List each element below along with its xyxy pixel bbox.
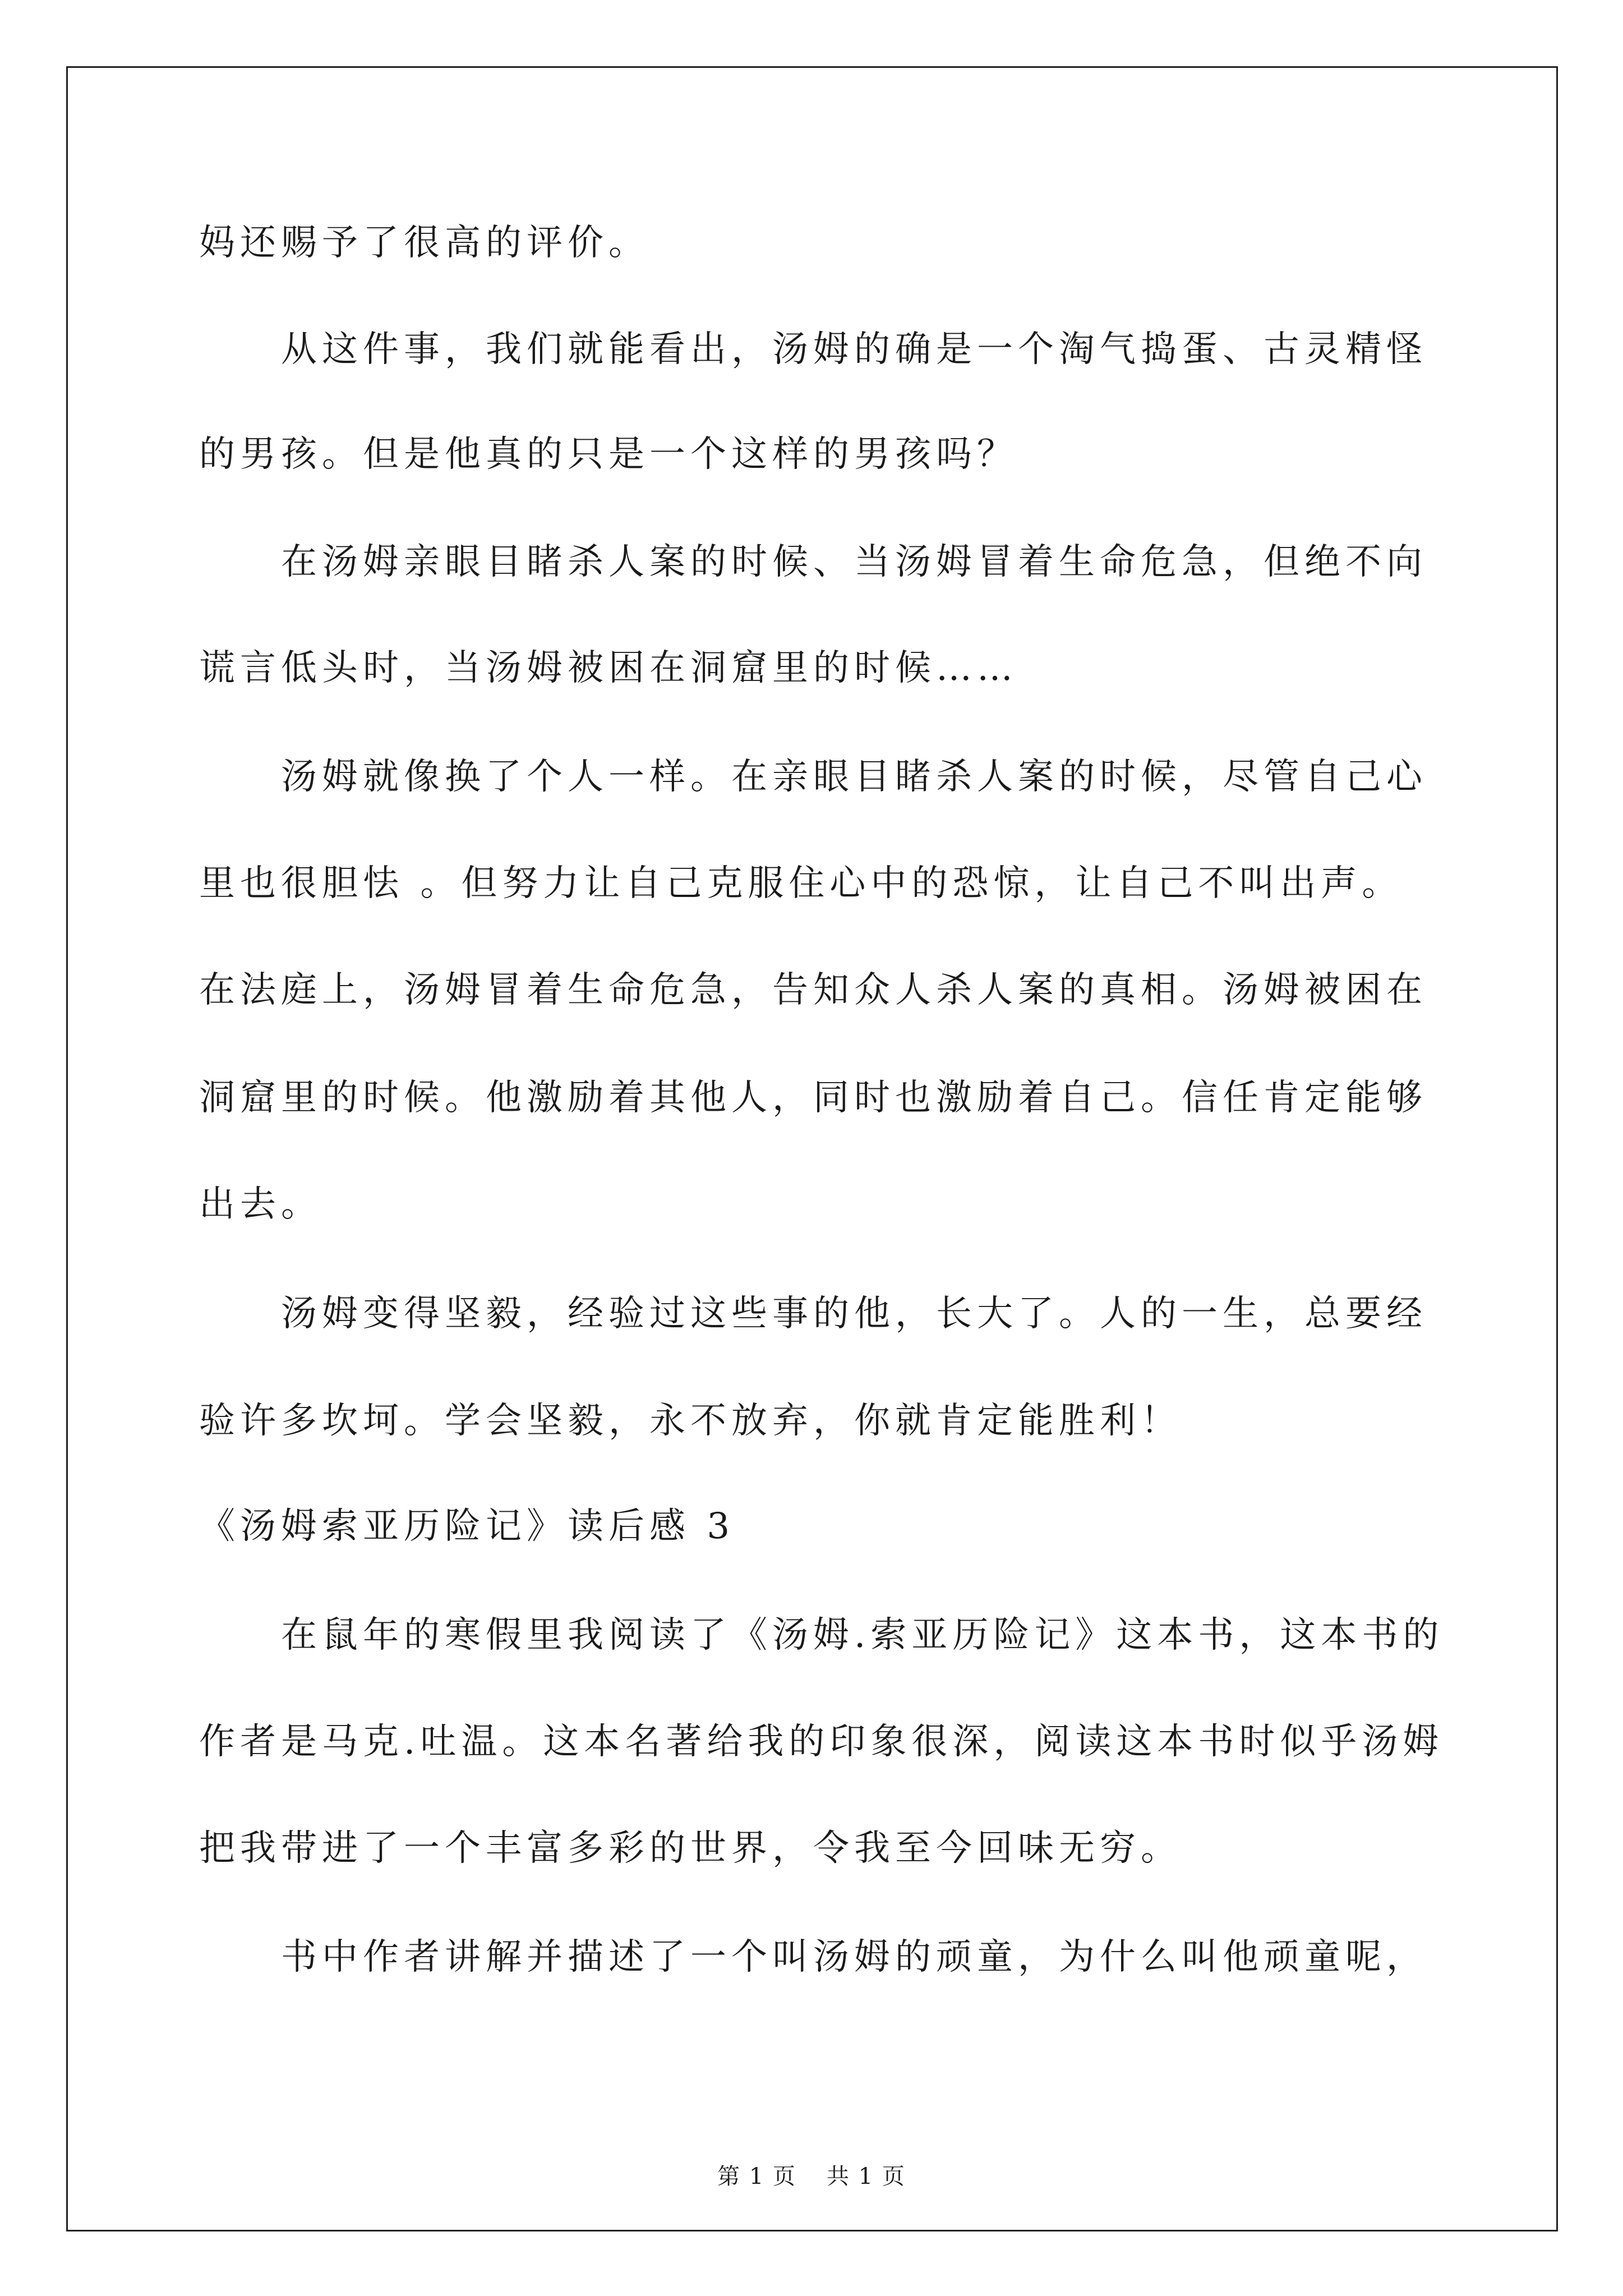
paragraph-line: 从这件事，我们就能看出，汤姆的确是一个淘气捣蛋、古灵精怪 — [281, 329, 1427, 370]
page-footer — [0, 2162, 1623, 2191]
page-border — [66, 66, 1558, 2231]
page-number-current: 第 1 页 — [717, 2164, 796, 2189]
paragraph-line: 汤姆变得坚毅，经验过这些事的他，长大了。人的一生，总要经 — [281, 1293, 1427, 1335]
text-line: 妈还赐予了很高的评价。 — [199, 222, 649, 264]
paragraph-line: 在鼠年的寒假里我阅读了《汤姆.索亚历险记》这本书，这本书的 — [281, 1614, 1444, 1656]
text-line: 把我带进了一个丰富多彩的世界，令我至今回味无穷。 — [199, 1828, 1182, 1869]
text-line: 里也很胆怯 。但努力让自己克服住心中的恐惊，让自己不叫出声。 — [199, 863, 1403, 904]
paragraph-line: 在汤姆亲眼目睹杀人案的时候、当汤姆冒着生命危急，但绝不向 — [281, 541, 1427, 583]
page-number-total: 共 1 页 — [827, 2164, 906, 2189]
text-line: 验许多坎坷。学会坚毅，永不放弃，你就肯定能胜利！ — [199, 1400, 1182, 1442]
paragraph-line: 汤姆就像换了个人一样。在亲眼目睹杀人案的时候，尽管自己心 — [281, 756, 1427, 798]
text-line: 作者是马克.吐温。这本名著给我的印象很深，阅读这本书时似乎汤姆 — [199, 1721, 1444, 1763]
paragraph-line: 书中作者讲解并描述了一个叫汤姆的顽童，为什么叫他顽童呢， — [281, 1936, 1427, 1978]
text-line: 洞窟里的时候。他激励着其他人，同时也激励着自己。信任肯定能够 — [199, 1077, 1427, 1119]
text-line: 的男孩。但是他真的只是一个这样的男孩吗？ — [199, 434, 1018, 475]
section-heading: 《汤姆索亚历险记》读后感 3 — [199, 1506, 735, 1547]
text-line: 在法庭上，汤姆冒着生命危急，告知众人杀人案的真相。汤姆被困在 — [199, 969, 1427, 1011]
text-line: 谎言低头时，当汤姆被困在洞窟里的时候…… — [199, 647, 1018, 689]
text-line: 出去。 — [199, 1184, 322, 1225]
